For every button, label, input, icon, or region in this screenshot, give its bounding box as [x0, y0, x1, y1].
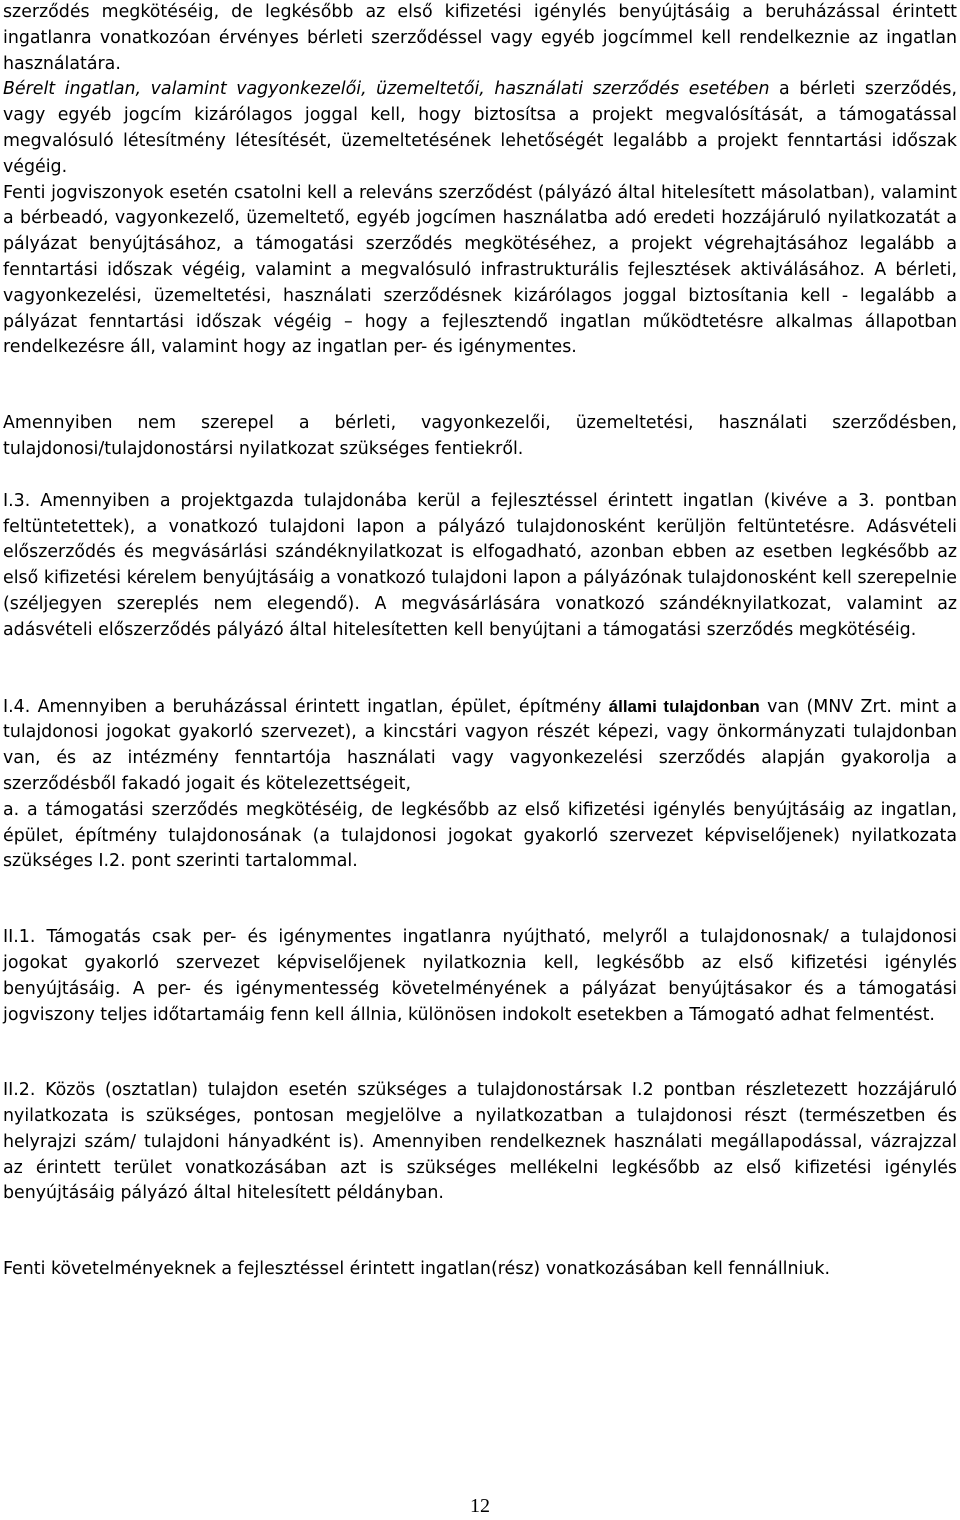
paragraph-section-ii1: II.1. Támogatás csak per- és igénymentes ingatlanra nyújtható, melyről a tulajdonosnak/ a tulajdonosi jogokat gyakorló szervezet képviselőjenek nyilatkoznia kell, legkésőbb az első kifizetési igénylés benyújtásáig. A per- és igénymentesség követelményének a pályázat benyújtásakor és a támogatási jogviszony teljes időtartamáig fenn kell állnia, különösen indokolt esetekben a Támogató adhat felmentést. — [3, 927, 957, 1025]
paragraph-legal-relations: Fenti jogviszonyok esetén csatolni kell a releváns szerződést (pályázó által hitelesített másolatban), valamint a bérbeadó, vagyonkezelő, üzemeltető, egyéb jogcímen használatba adó eredeti hozzájáruló nyilatkozatát a pályázat benyújtásához, a támogatási szerződés megkötéséhez, a projekt végrehajtásához legalább a fenntartási időszak végéig, valamint a megvalósuló infrastrukturális fejlesztések aktiválásához. A bérleti, vagyonkezelési, üzemeltetési, használati szerződésnek kizárólagos joggal biztosítania kell - legalább a pályázat fenntartási időszak végéig – hogy a fejlesztendő ingatlan működtetésre alkalmas állapotban rendelkezésre áll, valamint hogy az ingatlan per- és igénymentes. — [3, 182, 957, 358]
paragraph-closing: Fenti követelményeknek a fejlesztéssel érintett ingatlan(rész) vonatkozásában kell fennállniuk. — [3, 1259, 830, 1280]
paragraph-section-i4 — [3, 694, 957, 798]
paragraph-section-i3: I.3. Amennyiben a projektgazda tulajdonába kerül a fejlesztéssel érintett ingatlan (kivéve a 3. pontban feltüntetettek), a vonatkozó tulajdoni lapon a pályázó tulajdonosként kerüljön feltüntetésre. Adásvételi előszerződés és megvásárlási szándéknyilatkozat is elfogadható, azonban ebben az esetben legkésőbb az első kifizetési kérelem benyújtásáig a vonatkozó tulajdoni lapon a pályázónak tulajdonosként kell szerepelnie (széljegyen szereplés nem elegendő). A megvásárlására vonatkozó szándéknyilatkozat, valamint az adásvételi előszerződés pályázó által hitelesítetten kell benyújtani a támogatási szerződés megkötéséig. — [3, 490, 957, 640]
paragraph-intro: szerződés megkötéséig, de legkésőbb az első kifizetési igénylés benyújtásáig a beruházással érintett ingatlanra vonatkozóan érvényes bérleti szerződéssel vagy egyéb jogcímmel kell rendelkeznie az ingatlan használatára. — [3, 2, 957, 74]
paragraph-item-a: a. a támogatási szerződés megkötéséig, de legkésőbb az első kifizetési igénylés benyújtásáig az ingatlan, épület, építmény tulajdonosának (a tulajdonosi jogokat gyakorló szervezet képviselőjenek) nyilatkozata szükséges I.2. pont szerinti tartalommal. — [3, 799, 957, 872]
paragraph-rented-property — [3, 77, 957, 180]
paragraph-text: a bérleti szerződés, vagy egyéb jogcím kizárólagos joggal kell, hogy biztosítsa a projekt megvalósítását, a támogatással megvalósuló létesítmény létesítését, üzemeltetésének lehetőségét legalább a projekt fenntartási időszak végéig. — [3, 79, 957, 177]
page-number: 12 — [470, 1495, 490, 1517]
paragraph-owner-declaration: Amennyiben nem szerepel a bérleti, vagyonkezelői, üzemeltetési, használati szerződésben, tulajdonosi/tulajdonostársi nyilatkozat szükséges fentiekről. — [3, 413, 957, 459]
paragraph-text: van (MNV Zrt. mint a tulajdonosi jogokat gyakorló szervezet), a kincstári vagyon részét képezi, vagy önkormányzati tulajdonban van, és az intézmény fenntartója használati vagy vagyonkezelési szerződés alapján gyakorolja a szerződésből fakadó jogait és kötelezettségeit, — [3, 696, 957, 794]
bold-phrase: állami tulajdonban — [608, 696, 760, 716]
italic-phrase: Bérelt ingatlan, valamint vagyonkezelői, üzemeltetői, használati szerződés esetében — [3, 79, 770, 100]
paragraph-section-ii2: II.2. Közös (osztatlan) tulajdon esetén szükséges a tulajdonostársak I.2 pontban részletezett hozzájáruló nyilatkozata is szükséges, pontosan megjelölve a nyilatkozatban a tulajdonosi részt (természetben és helyrajzi szám/ tulajdoni hányadként is). Amennyiben rendelkeznek használati megállapodással, vázrajzzal az érintett terület vonatkozásában azt is szükséges mellékelni legkésőbb az első kifizetési igénylés benyújtásáig pályázó által hitelesített példányban. — [3, 1080, 957, 1204]
paragraph-text: I.4. Amennyiben a beruházással érintett ingatlan, épület, építmény — [3, 696, 609, 717]
